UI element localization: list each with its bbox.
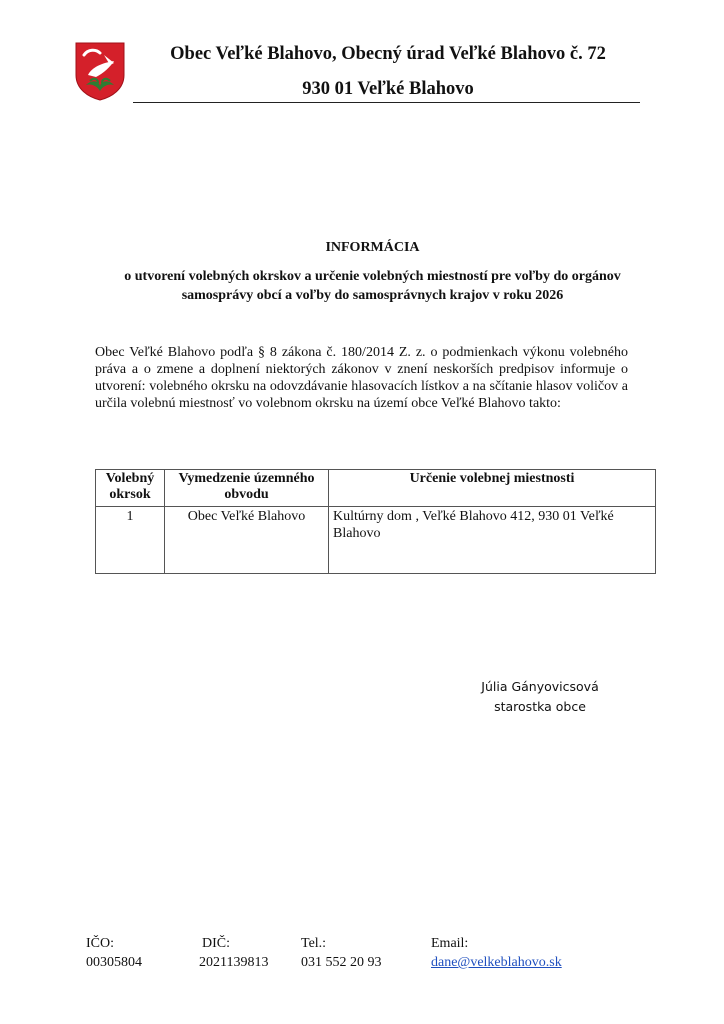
footer-tel-value: 031 552 20 93: [301, 955, 382, 970]
header-divider: [133, 102, 640, 103]
email-link[interactable]: dane@velkeblahovo.sk: [431, 955, 562, 970]
column-header-location: Určenie volebnej miestnosti: [329, 470, 656, 507]
document-subtitle: [90, 267, 655, 305]
table-row: [96, 507, 656, 574]
district-table: [95, 469, 656, 574]
document-title: INFORMÁCIA: [325, 240, 420, 255]
footer-email-label: Email:: [431, 936, 469, 951]
signature-block: [470, 677, 610, 717]
intro-paragraph: Obec Veľké Blahovo podľa § 8 zákona č. 180/2014 Z. z. o podmienkach výkonu volebného práva a o zmene a doplnení niektorých zákonov v znení neskorších predpisov informuje o utvorení: volebného okrsku na odovzdávanie hlasovacích lístkov a na sčítanie hlasov voličov a určila volebnú miestnosť vo volebnom okrsku na území obce Veľké Blahovo takto:: [95, 345, 628, 411]
footer-ico: [86, 934, 142, 972]
header-title: Obec Veľké Blahovo, Obecný úrad Veľké Blahovo č. 72: [170, 44, 606, 64]
footer-tel: [301, 934, 382, 972]
footer-email: [431, 934, 562, 972]
footer-tel-label: Tel.:: [301, 936, 327, 951]
subtitle-line-2: samosprávy obcí a voľby do samosprávnych krajov v roku 2026: [181, 288, 564, 303]
footer-dic-value: 2021139813: [199, 955, 269, 970]
signatory-role: starostka obce: [494, 699, 586, 714]
cell-district-number: 1: [96, 507, 165, 574]
cell-location: Kultúrny dom , Veľké Blahovo 412, 930 01 Veľké Blahovo: [329, 507, 656, 574]
coat-of-arms-logo: [74, 41, 126, 101]
column-header-area: Vymedzenie územného obvodu: [165, 470, 329, 507]
column-header-district: Volebný okrsok: [96, 470, 165, 507]
signatory-name: Júlia Gányovicsová: [481, 679, 599, 694]
cell-area: Obec Veľké Blahovo: [165, 507, 329, 574]
table-header-row: [96, 470, 656, 507]
footer-dic-label: DIČ:: [202, 936, 230, 951]
subtitle-line-1: o utvorení volebných okrskov a určenie volebných miestností pre voľby do orgánov: [124, 269, 621, 284]
footer-ico-value: 00305804: [86, 955, 142, 970]
footer-dic: [199, 934, 268, 972]
header-address: 930 01 Veľké Blahovo: [302, 79, 474, 99]
footer-ico-label: IČO:: [86, 936, 114, 951]
